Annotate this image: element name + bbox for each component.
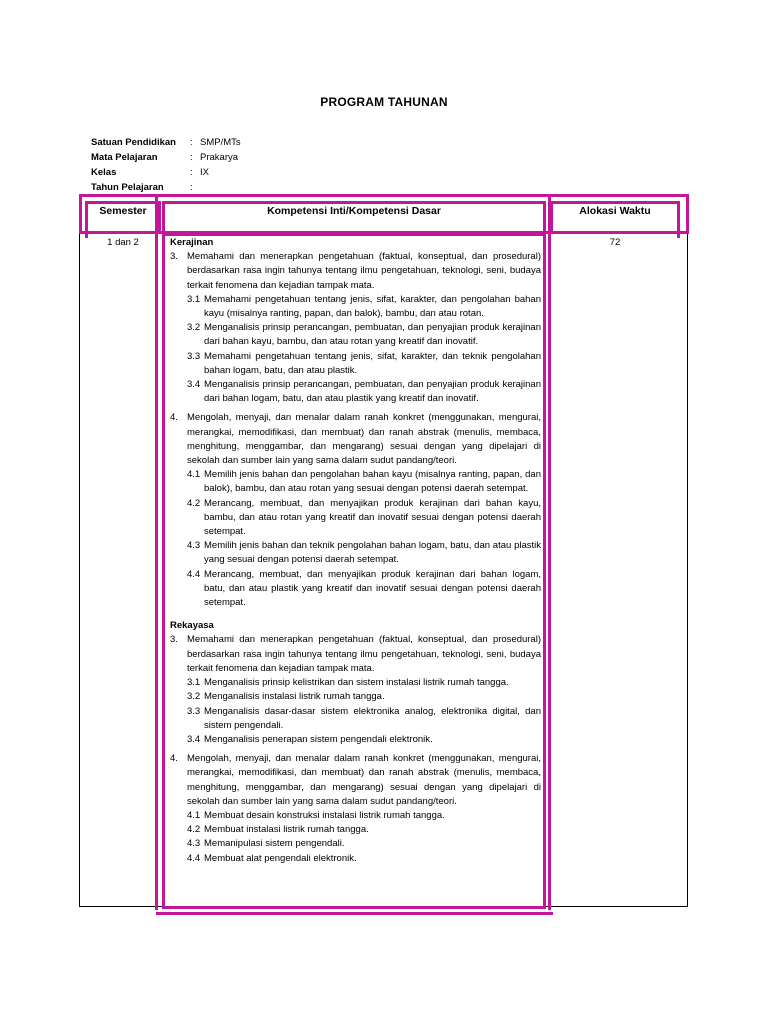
kd-item: [170, 468, 541, 496]
ki-item: [170, 752, 541, 809]
kd-item: [170, 497, 541, 540]
kd-text: Membuat instalasi listrik rumah tangga.: [204, 824, 369, 836]
meta-colon: :: [190, 167, 193, 178]
frame-right-rail: [548, 194, 551, 910]
kd-text: Memahami pengetahuan tentang jenis, sifat, karakter, dan teknik pengolahan bahan logam, batu, dan atau plastik.: [204, 350, 541, 376]
meta-row-kelas: [91, 165, 241, 180]
document-info: [91, 135, 241, 195]
kd-number: 3.3: [187, 350, 201, 362]
meta-label: Kelas: [91, 167, 117, 178]
kd-item: [170, 733, 541, 747]
kd-text: Merancang, membuat, dan menyajikan produk kerajinan dari bahan logam, batu, dan atau plastik yang kreatif dan inovatif sesuai dengan potensi daerah setempat.: [204, 568, 541, 609]
meta-value: Prakarya: [200, 152, 239, 163]
meta-colon: :: [190, 152, 193, 163]
section-title-rekayasa: Rekayasa: [170, 620, 214, 632]
kd-item: [170, 690, 541, 704]
kd-item: [170, 539, 541, 567]
meta-value: IX: [200, 167, 209, 178]
meta-colon: :: [190, 137, 193, 148]
kd-item: [170, 350, 541, 378]
kd-number: 3.2: [187, 691, 201, 703]
alokasi-value: 72: [609, 237, 621, 248]
kd-text: Memahami pengetahuan tentang jenis, sifat, karakter, dan pengolahan bahan kayu (misalnya ranting, papan, dan balok), bambu, dan atau rotan.: [204, 293, 541, 320]
kd-number: 4.2: [187, 497, 201, 509]
kd-number: 4.3: [187, 838, 201, 850]
header-kompetensi: Kompetensi Inti/Kompetensi Dasar: [267, 205, 441, 217]
section-title-kerajinan: Kerajinan: [170, 237, 214, 248]
ki-item: [170, 633, 541, 676]
kd-number: 4.4: [187, 568, 201, 580]
frame-bottom-line: [156, 912, 553, 915]
meta-colon: :: [190, 182, 193, 193]
ki-text: Memahami dan menerapkan pengetahuan (faktual, konseptual, dan prosedural) berdasarkan rasa ingin tahunya tentang ilmu pengetahuan, teknologi, seni, budaya terkait fenomena dan kejadian tampak mata.: [187, 251, 541, 291]
kd-number: 4.3: [187, 540, 201, 552]
kd-item: [170, 823, 541, 837]
kd-text: Memilih jenis bahan dan teknik pengolahan bahan logam, batu, dan atau plastik yang sesuai dengan potensi daerah setempat.: [204, 540, 541, 566]
header-alokasi: Alokasi Waktu: [579, 205, 651, 217]
ki-text: Memahami dan menerapkan pengetahuan (faktual, konseptual, dan prosedural) berdasarkan rasa ingin tahunya tentang ilmu pengetahuan, teknologi, seni, budaya terkait fenomena dan kejadian tampak mata.: [187, 634, 541, 674]
meta-label: Satuan Pendidikan: [91, 137, 176, 148]
ki-text: Mengolah, menyaji, dan menalar dalam ranah konkret (menggunakan, mengurai, merangkai, memodifikasi, dan membuat) dan ranah abstrak (menulis, membaca, menghitung, menggambar, dan mengarang) sesuai dengan yang dipelajari di sekolah dan sumber lain yang sama dalam sudut pandang/teori.: [187, 753, 541, 807]
semester-value: 1 dan 2: [107, 237, 139, 248]
kd-item: [170, 809, 541, 823]
ki-number: 4.: [170, 753, 178, 765]
kd-text: Menganalisis penerapan sistem pengendali elektronik.: [204, 733, 433, 745]
meta-label: Tahun Pelajaran: [91, 182, 164, 193]
kd-item: [170, 568, 541, 611]
meta-row-satuan: [91, 135, 241, 150]
kd-number: 4.1: [187, 809, 201, 821]
meta-row-mapel: [91, 150, 241, 165]
ki-item: [170, 411, 541, 468]
kd-number: 4.4: [187, 852, 201, 864]
kd-text: Memanipulasi sistem pengendali.: [204, 838, 345, 850]
kd-text: Menganalisis instalasi listrik rumah tangga.: [204, 691, 385, 703]
kd-text: Membuat alat pengendali elektronik.: [204, 852, 357, 864]
kd-number: 4.2: [187, 824, 201, 836]
kd-number: 3.1: [187, 293, 201, 305]
ki-number: 3.: [170, 251, 178, 263]
kd-item: [170, 676, 541, 690]
kd-text: Merancang, membuat, dan menyajikan produk kerajinan dari bahan kayu, bambu, dan atau rotan yang kreatif dan inovatif sesuai dengan potensi daerah setempat.: [204, 497, 541, 538]
kd-number: 4.1: [187, 469, 201, 481]
kd-text: Membuat desain konstruksi instalasi listrik rumah tangga.: [204, 809, 445, 821]
kd-text: Menganalisis prinsip kelistrikan dan sistem instalasi listrik rumah tangga.: [204, 677, 509, 689]
page-title: PROGRAM TAHUNAN: [320, 95, 448, 109]
kd-item: [170, 837, 541, 851]
kd-number: 3.4: [187, 733, 201, 745]
header-semester: Semester: [99, 205, 147, 217]
kd-text: Menganalisis dasar-dasar sistem elektronika analog, elektronika digital, dan sistem pengendali.: [204, 705, 541, 731]
meta-label: Mata Pelajaran: [91, 152, 158, 163]
kd-number: 3.1: [187, 677, 201, 689]
frame-left-rail: [155, 194, 158, 910]
kd-number: 3.3: [187, 705, 201, 717]
kd-text: Memilih jenis bahan dan pengolahan bahan kayu (misalnya ranting, papan, dan balok), bambu, dan atau rotan yang sesuai dengan potensi daerah setempat.: [204, 469, 541, 495]
ki-number: 3.: [170, 634, 178, 646]
kd-number: 3.4: [187, 379, 201, 391]
kd-item: [170, 378, 541, 406]
kd-item: [170, 321, 541, 349]
kd-number: 3.2: [187, 322, 201, 334]
kd-text: Menganalisis prinsip perancangan, pembuatan, dan penyajian produk kerajinan dari bahan kayu, bambu, dan atau rotan yang kreatif dan inovatif.: [204, 322, 541, 348]
kompetensi-content: [170, 236, 541, 866]
ki-item: [170, 250, 541, 293]
ki-text: Mengolah, menyaji, dan menalar dalam ranah konkret (menggunakan, mengurai, merangkai, memodifikasi, dan membuat) dan ranah abstrak (menulis, membaca, menghitung, menggambar, dan mengarang) sesuai dengan yang dipelajari di sekolah dan sumber lain yang sama dalam sudut pandang/teori.: [187, 412, 541, 467]
table-right-border: [687, 200, 688, 907]
table-left-border: [79, 200, 80, 907]
kd-item: [170, 852, 541, 866]
meta-value: SMP/MTs: [200, 137, 241, 148]
kd-text: Menganalisis prinsip perancangan, pembuatan, dan penyajian produk kerajinan dari bahan logam, batu, dan atau plastik yang kreatif dan inovatif.: [204, 379, 541, 405]
ki-number: 4.: [170, 412, 178, 424]
kd-item: [170, 293, 541, 321]
meta-row-tahun: [91, 180, 241, 195]
kd-item: [170, 705, 541, 733]
